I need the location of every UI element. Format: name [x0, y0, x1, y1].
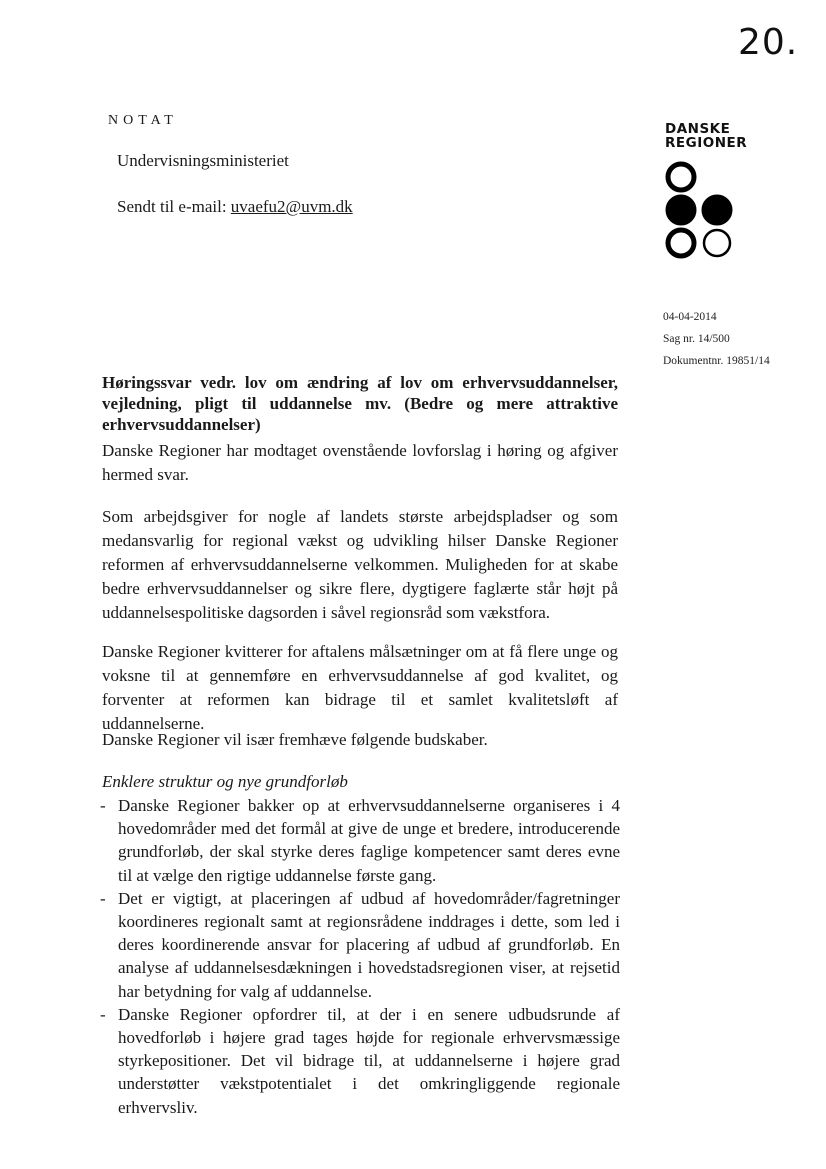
logo-wordmark: [665, 122, 747, 150]
list-item-text: Danske Regioner opfordrer til, at der i en senere udbudsrunde af hovedforløb i højere grad tages højde for regionale erhvervsmæssige styrkepositioner. Det vil bidrage til, at uddannelserne i højere grad understøtter vækstpotentialet i det omkringliggende regionale erhvervsliv.: [118, 1004, 620, 1117]
bullet-list: [100, 794, 620, 1119]
sent-prefix: Sendt til e-mail:: [117, 197, 231, 216]
bullet-marker: -: [100, 1004, 106, 1024]
bullet-marker: -: [100, 796, 106, 815]
email-link[interactable]: uvaefu2@uvm.dk: [230, 197, 353, 216]
document-heading: Høringssvar vedr. lov om ændring af lov om erhvervsuddannelser, vejledning, pligt til uddannelse mv. (Bedre og mere attraktive erhvervsuddannelser): [102, 373, 618, 434]
intro-paragraph: Danske Regioner har modtaget ovenstående lovforslag i høring og afgiver hermed svar.: [102, 441, 618, 484]
document-number: Dokumentnr. 19851/14: [663, 355, 770, 367]
logo-line-2: REGIONER: [665, 135, 748, 151]
list-item: [100, 887, 620, 1003]
handwritten-page-number: 20.: [738, 22, 799, 63]
paragraph: Danske Regioner kvitterer for aftalens målsætninger om at få flere unge og voksne til at gennemføre en erhvervsuddannelse af god kvalitet, og forventer at reformen kan bidrage til et samlet kvalitetsløft af uddannelserne.: [102, 642, 618, 733]
case-number: Sag nr. 14/500: [663, 333, 730, 345]
document-meta: [663, 306, 770, 372]
document-date: 04-04-2014: [663, 311, 717, 323]
list-item-text: Det er vigtigt, at placeringen af udbud af hovedområder/fagretninger koordineres regionalt samt at regionsrådene inddrages i dette, som led i deres koordinerende ansvar for placering af udbud af grundforløb. En analyse af uddannelsesdækningen i hovedstadsregionen viser, at rejsetid har betydning for valg af uddannelse.: [118, 888, 620, 1001]
recipient: Undervisningsministeriet: [117, 151, 289, 170]
notat-label: NOTAT: [108, 113, 178, 128]
paragraph: Danske Regioner vil især fremhæve følgende budskaber.: [102, 730, 488, 749]
sent-line: [117, 197, 353, 217]
logo-line-1: DANSKE: [665, 121, 731, 137]
list-item-text: Danske Regioner bakker op at erhvervsuddannelserne organiseres i 4 hovedområder med det formål at give de unge et bredere, introducerende grundforløb, der skal styrke deres faglige kompetencer samt deres evne til at vælge den rigtige uddannelse første gang.: [118, 796, 620, 885]
section-subheading: Enklere struktur og nye grundforløb: [102, 772, 348, 791]
bullet-marker: -: [100, 888, 106, 908]
list-item: [100, 794, 620, 887]
danske-regioner-logo-icon: [662, 160, 742, 262]
list-item: [100, 1003, 620, 1119]
paragraph: Som arbejdsgiver for nogle af landets største arbejdspladser og som medansvarlig for regional vækst og udvikling hilser Danske Regioner reformen af erhvervsuddannelserne velkommen. Muligheden for at skabe bedre erhvervsuddannelser og sikre flere, dygtigere faglærte står højt på uddannelsespolitiske dagsorden i såvel regionsråd som vækstfora.: [102, 507, 618, 622]
